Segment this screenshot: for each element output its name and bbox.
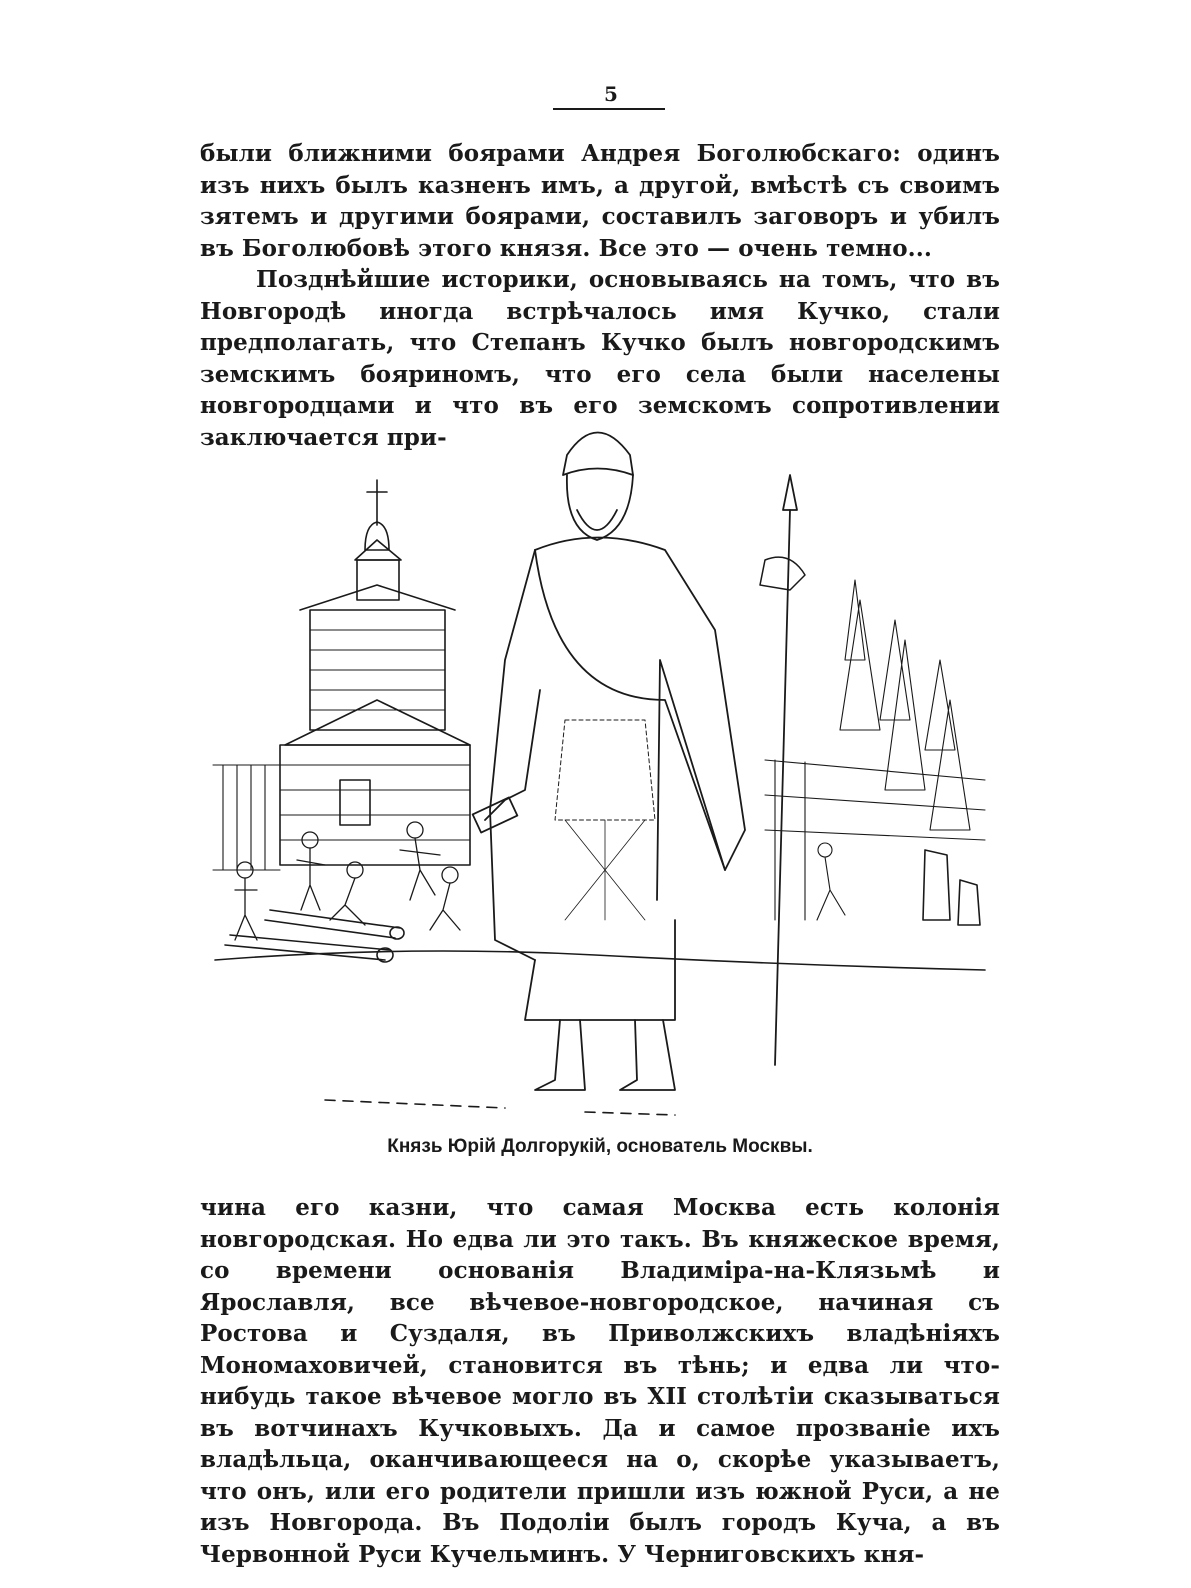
- prince-yuri-illustration: [205, 400, 995, 1130]
- paragraph-3: чина его казни, что самая Москва есть колонія новгородская. Но едва ли это такъ. Въ княжеское время, со времени основанія Владиміра-на-Клязьмѣ и Ярославля, все вѣчевое-новгородское, начиная съ Ростова и Суздаля, въ Приволжскихъ владѣніяхъ Мономаховичей, становится въ тѣнь; и едва ли что-нибудь такое вѣчевое могло въ XII столѣтіи сказываться въ вотчинахъ Кучковыхъ. Да и самое прозваніе ихъ владѣльца, оканчивающееся на о, скорѣе указываетъ, что онъ, или его родители пришли изъ южной Руси, а не изъ Новгорода. Въ Подоліи былъ городъ Куча, а въ Червонной Руси Кучельминъ. У Черниговскихъ кня-: [200, 1194, 1000, 1568]
- bottom-text-block: [200, 1192, 1000, 1570]
- staff-drawing: [775, 475, 797, 1065]
- forest-drawing: [765, 580, 985, 920]
- page-number: 5: [604, 82, 618, 106]
- log-fence-drawing: [213, 765, 280, 870]
- wooden-church-drawing: [280, 480, 470, 865]
- paragraph-1: были ближними боярами Андрея Боголюбскаго: одинъ изъ нихъ былъ казненъ имъ, а другой, вмѣстѣ съ своимъ зятемъ и другими боярами, составилъ заговоръ и убилъ въ Боголюбовѣ этого князя. Все это — очень темно...: [200, 140, 1000, 262]
- illustration-caption: Князь Юрій Долгорукій, основатель Москвы.: [387, 1136, 813, 1157]
- prince-figure-drawing: [473, 433, 745, 1091]
- paragraph-2: Позднѣйшие историки, основываясь на томъ, что въ Новгородѣ иногда встрѣчалось имя Кучко, стали предполагать, что Степанъ Кучко былъ новгородскимъ земскимъ бояриномъ, что его села были населены новгородцами и что въ его земскомъ сопротивлении заключается при-: [200, 266, 1000, 451]
- page-number-rule: [553, 108, 665, 110]
